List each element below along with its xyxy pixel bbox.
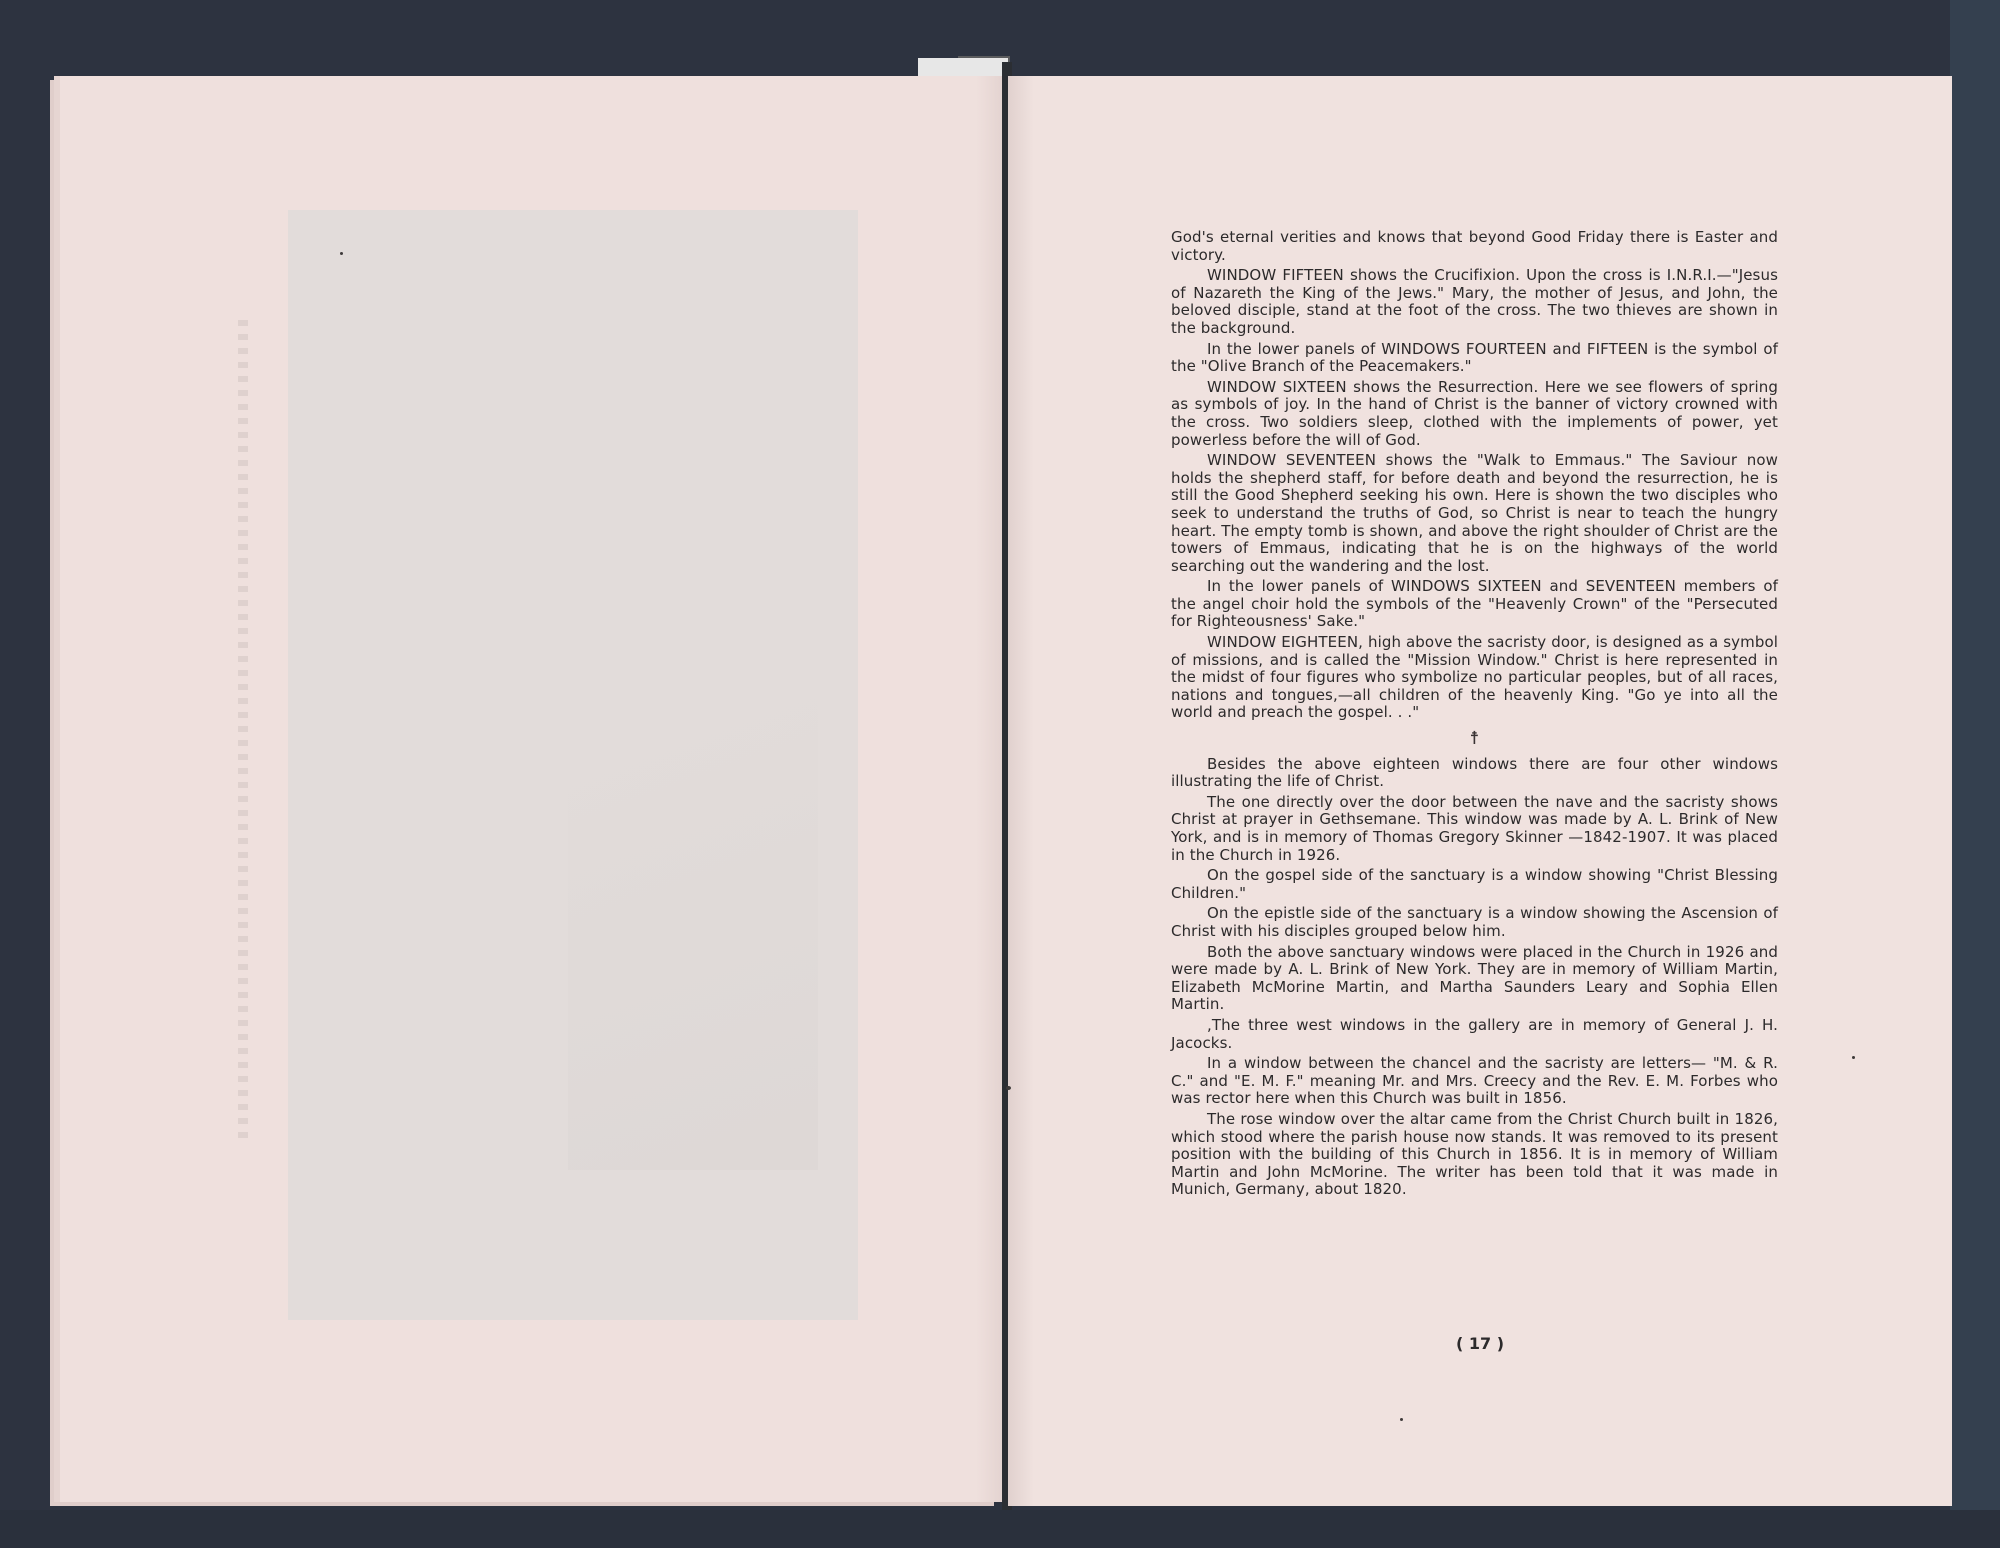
paragraph: WINDOW EIGHTEEN, high above the sacristy door, is designed as a symbol of missions, and is called the "Mission Window." Christ is here represented in the midst of four figures who symbolize no particular peoples, but of all races, nations and tongues,—all children of the heavenly King. "Go ye into all the world and preach the gospel. . ." [1171, 633, 1778, 722]
paragraph: In the lower panels of WINDOWS SIXTEEN and SEVENTEEN members of the angel choir hold the symbols of the "Heavenly Crown" of the "Persecuted for Righteousness' Sake." [1171, 577, 1778, 631]
page-number: ( 17 ) [1455, 1334, 1505, 1353]
paragraph: The one directly over the door between the nave and the sacristy shows Christ at prayer in Gethsemane. This window was made by A. L. Brink of New York, and is in memory of Thomas Gregory Skinner —1842-1907. It was placed in the Church in 1926. [1171, 792, 1778, 864]
paragraph: God's eternal verities and knows that beyond Good Friday there is Easter and victory. [1171, 228, 1778, 264]
paragraph: WINDOW SEVENTEEN shows the "Walk to Emmaus." The Saviour now holds the shepherd staff, for before death and beyond the resurrection, he is still the Good Shepherd seeking his own. Here is shown the two disciples who seek to understand the truths of God, so Christ is near to teach the hungry heart. The empty tomb is shown, and above the right shoulder of Christ are the towers of Emmaus, indicating that he is on the highways of the world searching out the wandering and the lost. [1171, 451, 1778, 575]
scanner-backdrop-bottom [0, 1510, 2000, 1548]
paragraph: ,The three west windows in the gallery are in memory of General J. H. Jacocks. [1171, 1015, 1778, 1052]
show-through-image [288, 210, 858, 1320]
paper-speck [1400, 1418, 1403, 1421]
paper-speck [340, 252, 343, 255]
cross-divider-icon: ☨ [1469, 728, 1480, 750]
show-through-text [238, 320, 248, 1140]
paragraph: Besides the above eighteen windows there are four other windows illustrating the life of Christ. [1171, 754, 1778, 791]
page-tab-marker [918, 58, 1008, 78]
paper-speck [1852, 1056, 1855, 1059]
paragraph: WINDOW SIXTEEN shows the Resurrection. Here we see flowers of spring as symbols of joy. In the hand of Christ is the banner of victory crowned with the cross. Two soldiers sleep, clothed with the implements of power, yet powerless before the will of God. [1171, 377, 1778, 449]
paragraph: On the epistle side of the sanctuary is a window showing the Ascension of Christ with his disciples grouped below him. [1171, 904, 1778, 940]
paragraph: In a window between the chancel and the sacristy are letters— "M. & R. C." and "E. M. F." meaning Mr. and Mrs. Creecy and the Rev. E. M. Forbes who was rector here when this Church was built in 1856. [1171, 1054, 1778, 1108]
paragraph: WINDOW FIFTEEN shows the Crucifixion. Upon the cross is I.N.R.I.—"Jesus of Nazareth the King of the Jews." Mary, the mother of Jesus, and John, the beloved disciple, stand at the foot of the cross. The two thieves are shown in the background. [1171, 266, 1778, 337]
paragraph: In the lower panels of WINDOWS FOURTEEN and FIFTEEN is the symbol of the "Olive Branch of the Peacemakers." [1171, 339, 1778, 376]
paragraph: The rose window over the altar came from the Christ Church built in 1826, which stood where the parish house now stands. It was removed to its present position with the building of this Church in 1856. It is in memory of William Martin and John McMorine. The writer has been told that it was made in Munich, Germany, about 1820. [1171, 1109, 1778, 1199]
scanner-backdrop-right [1950, 0, 2000, 1548]
paragraph: Both the above sanctuary windows were placed in the Church in 1926 and were made by A. L. Brink of New York. They are in memory of William Martin, Elizabeth McMorine Martin, and Martha Saunders Leary and Sophia Ellen Martin. [1171, 942, 1778, 1014]
paragraph: On the gospel side of the sanctuary is a window showing "Christ Blessing Children." [1171, 866, 1778, 902]
paper-speck [1006, 1086, 1011, 1090]
page-body-text [1171, 229, 1778, 1202]
